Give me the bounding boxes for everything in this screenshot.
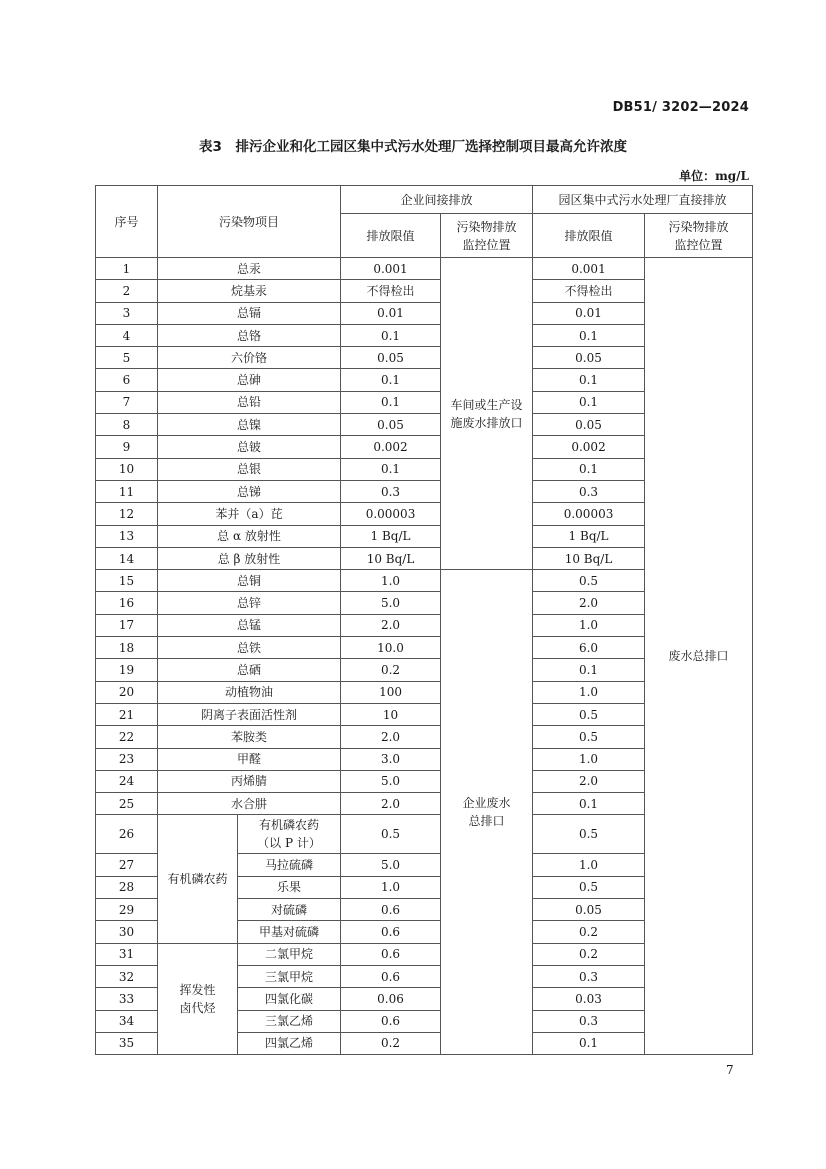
direct-limit-cell: 0.03 (533, 988, 645, 1010)
seq-cell: 34 (96, 1010, 158, 1032)
direct-limit-cell: 0.1 (533, 659, 645, 681)
seq-cell: 31 (96, 943, 158, 965)
direct-limit-cell: 0.002 (533, 436, 645, 458)
seq-cell: 2 (96, 280, 158, 302)
item-cell: 乐果 (238, 876, 341, 898)
indirect-limit-cell: 5.0 (341, 854, 441, 876)
seq-cell: 5 (96, 347, 158, 369)
direct-limit-cell: 0.01 (533, 302, 645, 324)
direct-limit-cell: 0.05 (533, 414, 645, 436)
indirect-limit-cell: 0.2 (341, 659, 441, 681)
direct-limit-cell: 2.0 (533, 770, 645, 792)
direct-limit-cell: 2.0 (533, 592, 645, 614)
seq-cell: 7 (96, 391, 158, 413)
indirect-monitor-total-outlet: 企业废水 总排口 (441, 570, 533, 1055)
direct-limit-cell: 0.1 (533, 1032, 645, 1054)
direct-limit-cell: 0.5 (533, 570, 645, 592)
item-cell: 总铍 (158, 436, 341, 458)
seq-cell: 8 (96, 414, 158, 436)
indirect-limit-cell: 0.001 (341, 258, 441, 280)
seq-cell: 3 (96, 302, 158, 324)
item-cell: 二氯甲烷 (238, 943, 341, 965)
unit-label: 单位：mg/L (679, 169, 749, 183)
header-seq: 序号 (96, 186, 158, 258)
seq-cell: 13 (96, 525, 158, 547)
seq-cell: 1 (96, 258, 158, 280)
item-cell: 总砷 (158, 369, 341, 391)
seq-cell: 22 (96, 726, 158, 748)
seq-cell: 35 (96, 1032, 158, 1054)
seq-cell: 12 (96, 503, 158, 525)
indirect-limit-cell: 1 Bq/L (341, 525, 441, 547)
seq-cell: 14 (96, 547, 158, 569)
indirect-limit-cell: 0.1 (341, 369, 441, 391)
item-cell: 总锌 (158, 592, 341, 614)
seq-cell: 25 (96, 793, 158, 815)
item-cell: 水合肼 (158, 793, 341, 815)
seq-cell: 23 (96, 748, 158, 770)
item-cell: 三氯甲烷 (238, 965, 341, 987)
header-direct-group: 园区集中式污水处理厂直接排放 (533, 186, 753, 214)
header-direct-monitor: 污染物排放 监控位置 (645, 214, 753, 258)
seq-cell: 33 (96, 988, 158, 1010)
item-cell: 四氯乙烯 (238, 1032, 341, 1054)
indirect-limit-cell: 0.1 (341, 458, 441, 480)
seq-cell: 4 (96, 324, 158, 346)
indirect-limit-cell: 0.6 (341, 1010, 441, 1032)
direct-limit-cell: 0.2 (533, 943, 645, 965)
seq-cell: 16 (96, 592, 158, 614)
indirect-limit-cell: 5.0 (341, 592, 441, 614)
item-cell: 总 β 放射性 (158, 547, 341, 569)
indirect-limit-cell: 1.0 (341, 570, 441, 592)
indirect-limit-cell: 0.05 (341, 414, 441, 436)
item-cell: 甲醛 (158, 748, 341, 770)
seq-cell: 28 (96, 876, 158, 898)
seq-cell: 18 (96, 637, 158, 659)
header-direct-limit: 排放限值 (533, 214, 645, 258)
group-halohydrocarbon: 挥发性 卤代烃 (158, 943, 238, 1054)
indirect-limit-cell: 0.6 (341, 899, 441, 921)
direct-limit-cell: 0.3 (533, 480, 645, 502)
direct-limit-cell: 10 Bq/L (533, 547, 645, 569)
item-cell: 总硒 (158, 659, 341, 681)
seq-cell: 24 (96, 770, 158, 792)
indirect-limit-cell: 2.0 (341, 793, 441, 815)
seq-cell: 17 (96, 614, 158, 636)
header-indirect-group: 企业间接排放 (341, 186, 533, 214)
direct-monitor-total-outlet: 废水总排口 (645, 258, 753, 1055)
direct-limit-cell: 1.0 (533, 854, 645, 876)
item-cell: 总 α 放射性 (158, 525, 341, 547)
header-indirect-monitor: 污染物排放 监控位置 (441, 214, 533, 258)
indirect-limit-cell: 2.0 (341, 726, 441, 748)
item-cell: 丙烯腈 (158, 770, 341, 792)
item-cell: 三氯乙烯 (238, 1010, 341, 1032)
seq-cell: 10 (96, 458, 158, 480)
indirect-limit-cell: 10.0 (341, 637, 441, 659)
seq-cell: 19 (96, 659, 158, 681)
indirect-limit-cell: 1.0 (341, 876, 441, 898)
seq-cell: 29 (96, 899, 158, 921)
direct-limit-cell: 不得检出 (533, 280, 645, 302)
seq-cell: 15 (96, 570, 158, 592)
header-indirect-limit: 排放限值 (341, 214, 441, 258)
indirect-monitor-workshop: 车间或生产设施废水排放口 (441, 258, 533, 570)
item-cell: 六价铬 (158, 347, 341, 369)
indirect-limit-cell: 不得检出 (341, 280, 441, 302)
item-cell: 总锰 (158, 614, 341, 636)
direct-limit-cell: 0.1 (533, 793, 645, 815)
seq-cell: 20 (96, 681, 158, 703)
item-cell: 阴离子表面活性剂 (158, 703, 341, 725)
item-cell: 总铬 (158, 324, 341, 346)
direct-limit-cell: 0.1 (533, 324, 645, 346)
direct-limit-cell: 0.2 (533, 921, 645, 943)
item-cell: 烷基汞 (158, 280, 341, 302)
direct-limit-cell: 0.5 (533, 876, 645, 898)
item-cell: 有机磷农药 （以 P 计） (238, 815, 341, 854)
item-cell: 苯胺类 (158, 726, 341, 748)
indirect-limit-cell: 5.0 (341, 770, 441, 792)
item-cell: 马拉硫磷 (238, 854, 341, 876)
direct-limit-cell: 0.3 (533, 965, 645, 987)
direct-limit-cell: 1.0 (533, 614, 645, 636)
group-organophosphorus: 有机磷农药 (158, 815, 238, 943)
indirect-limit-cell: 0.06 (341, 988, 441, 1010)
indirect-limit-cell: 100 (341, 681, 441, 703)
direct-limit-cell: 0.1 (533, 369, 645, 391)
indirect-limit-cell: 10 Bq/L (341, 547, 441, 569)
indirect-limit-cell: 0.00003 (341, 503, 441, 525)
table-row (96, 258, 753, 280)
direct-limit-cell: 1 Bq/L (533, 525, 645, 547)
indirect-limit-cell: 2.0 (341, 614, 441, 636)
indirect-limit-cell: 0.6 (341, 943, 441, 965)
seq-cell: 9 (96, 436, 158, 458)
direct-limit-cell: 1.0 (533, 681, 645, 703)
direct-limit-cell: 0.1 (533, 391, 645, 413)
item-cell: 对硫磷 (238, 899, 341, 921)
item-cell: 四氯化碳 (238, 988, 341, 1010)
indirect-limit-cell: 3.0 (341, 748, 441, 770)
indirect-limit-cell: 0.1 (341, 324, 441, 346)
seq-cell: 27 (96, 854, 158, 876)
item-cell: 总铜 (158, 570, 341, 592)
item-cell: 甲基对硫磷 (238, 921, 341, 943)
indirect-limit-cell: 0.6 (341, 921, 441, 943)
indirect-limit-cell: 0.01 (341, 302, 441, 324)
seq-cell: 11 (96, 480, 158, 502)
indirect-limit-cell: 0.6 (341, 965, 441, 987)
direct-limit-cell: 0.5 (533, 815, 645, 854)
item-cell: 总汞 (158, 258, 341, 280)
indirect-limit-cell: 10 (341, 703, 441, 725)
direct-limit-cell: 0.00003 (533, 503, 645, 525)
item-cell: 总镍 (158, 414, 341, 436)
direct-limit-cell: 0.05 (533, 899, 645, 921)
item-cell: 总银 (158, 458, 341, 480)
indirect-limit-cell: 0.2 (341, 1032, 441, 1054)
direct-limit-cell: 1.0 (533, 748, 645, 770)
item-cell: 总镉 (158, 302, 341, 324)
indirect-limit-cell: 0.3 (341, 480, 441, 502)
indirect-limit-cell: 0.05 (341, 347, 441, 369)
item-cell: 总铅 (158, 391, 341, 413)
indirect-limit-cell: 0.5 (341, 815, 441, 854)
item-cell: 总锑 (158, 480, 341, 502)
item-cell: 动植物油 (158, 681, 341, 703)
indirect-limit-cell: 0.002 (341, 436, 441, 458)
direct-limit-cell: 0.3 (533, 1010, 645, 1032)
indirect-limit-cell: 0.1 (341, 391, 441, 413)
direct-limit-cell: 0.05 (533, 347, 645, 369)
document-number: DB51/ 3202—2024 (612, 100, 749, 115)
pollutant-limits-table (95, 185, 753, 1055)
direct-limit-cell: 0.5 (533, 703, 645, 725)
item-cell: 总铁 (158, 637, 341, 659)
direct-limit-cell: 0.1 (533, 458, 645, 480)
direct-limit-cell: 0.5 (533, 726, 645, 748)
header-item: 污染物项目 (158, 186, 341, 258)
page-number: 7 (726, 1063, 734, 1077)
seq-cell: 21 (96, 703, 158, 725)
seq-cell: 26 (96, 815, 158, 854)
direct-limit-cell: 6.0 (533, 637, 645, 659)
seq-cell: 6 (96, 369, 158, 391)
table-title: 表3 排污企业和化工园区集中式污水处理厂选择控制项目最高允许浓度 (199, 139, 627, 155)
item-cell: 苯并（a）芘 (158, 503, 341, 525)
seq-cell: 32 (96, 965, 158, 987)
seq-cell: 30 (96, 921, 158, 943)
direct-limit-cell: 0.001 (533, 258, 645, 280)
